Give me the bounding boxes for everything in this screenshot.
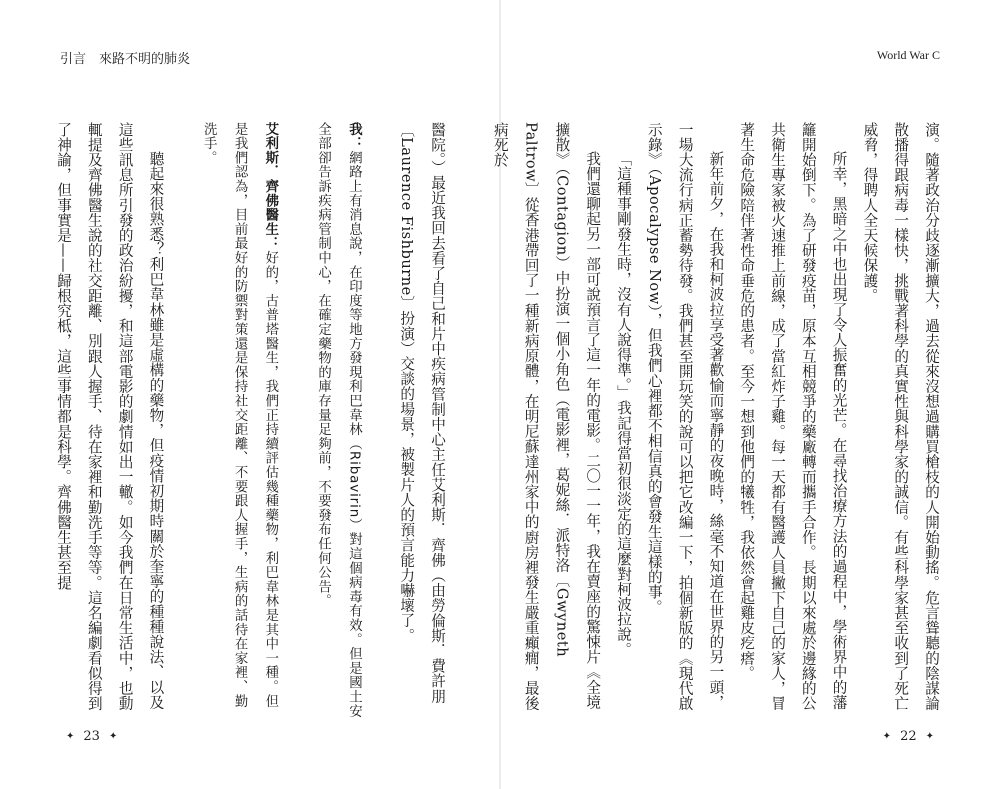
right-page-vertical-text	[491, 122, 946, 722]
paragraph: 聽起來很熟悉？利巴韋林雖是虛構的藥物，但疫情初期時關於奎寧的種種說法、以及這些訊息所引發的政治紛擾，和這部電影的劇情如出一轍。如今我們在日常生活中，也動輒提及齊佛醫生說的社交距離、別跟人握手、待在家裡和勤洗手等等。這名編劇看似得到了神諭，但事實是——歸根究柢，這些事情都是科學。齊佛醫生甚至提	[55, 122, 165, 711]
ornament-icon: ✦	[66, 731, 75, 742]
page-number-right	[883, 729, 934, 744]
ornament-icon: ✦	[925, 731, 934, 742]
paragraph: 醫院。）最近我回去看了自己和片中疾病管制中心主任艾利斯．齊佛（由勞倫斯．費許朋〔Laurence Fishburne〕扮演）交談的場景，被製片人的預言能力嚇壞了。	[398, 122, 446, 704]
running-header-chapter: 引言 來路不明的肺炎	[60, 52, 191, 67]
ornament-icon: ✦	[882, 731, 892, 742]
dialogue-speaker: 我：	[346, 122, 362, 151]
spacer	[368, 122, 390, 722]
spacer	[285, 122, 307, 722]
paragraph: 所幸，黑暗之中也出現了令人振奮的光芒。在尋找治療方法的過程中，學術界中的藩籬開始倒下。為了研發疫苗，原本互相競爭的藥廠轉而攜手合作。長期以來處於邊緣的公共衛生專家被火速推上前線，成了當紅炸子雞。每一天都有醫護人員撇下自己的家人，冒著生命危險陪伴著性命垂危的患者。至今一想到他們的犧牲，我依然會起雞皮疙瘩。	[738, 122, 848, 711]
dialogue-block	[192, 122, 284, 722]
page-number-left	[66, 729, 117, 744]
left-page-vertical-text	[56, 122, 452, 722]
page-number: 22	[900, 729, 917, 744]
page-number: 23	[83, 729, 100, 744]
dialogue-text: 網路上有消息說，在印度等地方發現利巴韋林（Ribavirin）對這個病毒有效。但是國土安全部卻告訴疾病管制中心，在確定藥物的庫存量足夠前，不要發布任何公告。	[315, 122, 362, 719]
paragraph: 我們還聊起另一部可說預言了這一年的電影。二〇一一年，我在賣座的驚悚片《全境擴散》（Contagion）中扮演一個小角色（電影裡，葛妮絲．派特洛〔Gwyneth Paltrow〕從香港帶回了一種新病原體，在明尼蘇達州家中的廚房裡發生嚴重癲癇，最後病死於	[491, 122, 602, 711]
dialogue-block	[307, 122, 369, 722]
paragraph: 演。隨著政治分歧逐漸擴大，過去從來沒想過購買槍枝的人開始動搖。危言聳聽的陰謀論散播得跟病毒一樣快，挑戰著科學的真實性與科學家的誠信。有些科學家甚至收到了死亡威脅，得聘人全天候保護。	[861, 122, 940, 711]
paragraph: 「這種事剛發生時，沒有人說得準。」我記得當初很淡定的這麼對柯波拉說。	[615, 151, 633, 658]
dialogue-text: 好的，古普塔醫生，我們正持續評估幾種藥物，利巴韋林是其中一種。但是我們認為，目前最好的防禦對策還是保持社交距離、不要跟人握手，生病的話待在家裡、勤洗手。	[201, 122, 278, 709]
spacer	[170, 122, 192, 722]
running-header-book-title: World War C	[876, 48, 940, 62]
dialogue-speaker: 艾利斯．齊佛醫生：	[262, 122, 278, 251]
paragraph: 新年前夕，在我和柯波拉享受著歡愉而寧靜的夜晚時，絲毫不知道在世界的另一頭，一場大流行病正蓄勢待發。我們甚至開玩笑的說可以把它改編一下，拍個新版的《現代啟示錄》（Apocalypse Now），但我們心裡都不相信真的會發生這樣的事。	[645, 122, 725, 711]
ornament-icon: ✦	[108, 731, 118, 742]
left-page-body	[56, 122, 452, 722]
right-page-body	[491, 122, 946, 722]
